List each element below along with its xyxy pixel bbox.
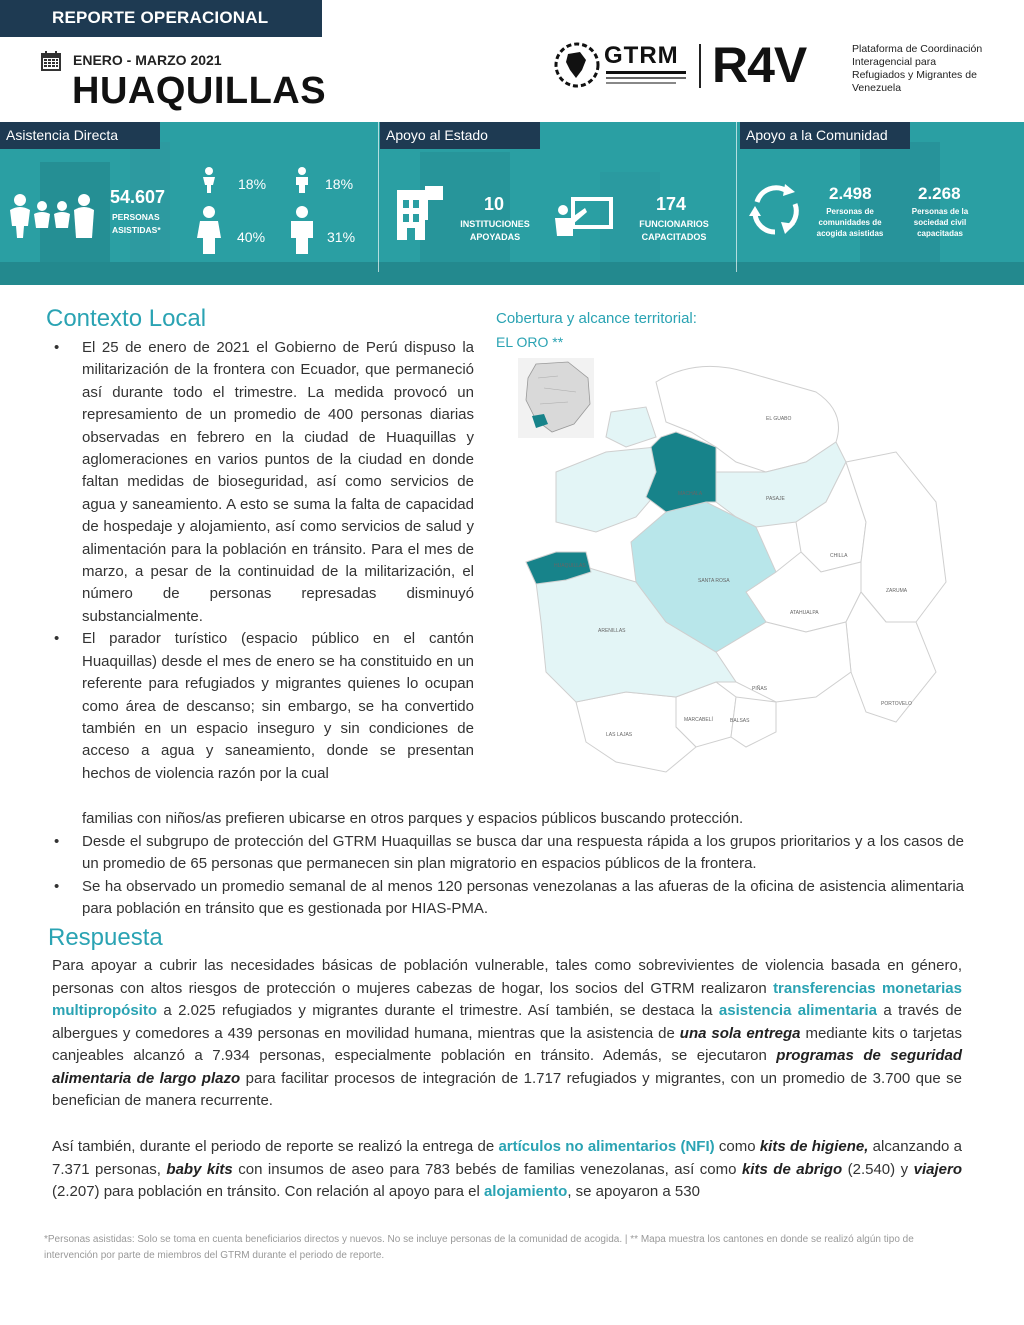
- map-label-santa-rosa: SANTA ROSA: [698, 578, 730, 584]
- r4v-logo: [712, 37, 847, 93]
- respuesta-paragraph-2: [52, 1136, 962, 1204]
- text-run: alcanzando a 7.371 personas,: [52, 1138, 963, 1178]
- report-tag: REPORTE OPERACIONAL: [0, 0, 322, 37]
- map-region-coast-islands: [606, 407, 656, 447]
- acogida-caption: Personas de comunidades de acogida asistidas: [816, 207, 884, 238]
- sociedad-caption: Personas de la sociedad civil capacitadas: [911, 207, 969, 238]
- calendar-icon: [40, 50, 62, 72]
- emphasis-kits-abrigo: kits de abrigo: [741, 1160, 843, 1178]
- ecuador-inset-map: [518, 358, 594, 438]
- text-run: (2.207) para población en tránsito. Con relación al apoyo para el: [52, 1183, 484, 1200]
- map-label-balsas: BALSAS: [730, 718, 750, 724]
- section-label-asistencia-directa: Asistencia Directa: [0, 122, 160, 149]
- map-label-pinas: PIÑAS: [752, 686, 768, 692]
- map-label-marcabeli: MARCABELÍ: [684, 717, 713, 723]
- institution-icon: [393, 184, 445, 240]
- emphasis-kits-higiene: kits de higiene,: [759, 1138, 869, 1155]
- section-label-apoyo-comunidad: Apoyo a la Comunidad: [740, 122, 910, 149]
- report-period: ENERO - MARZO 2021: [73, 52, 222, 68]
- globe-icon: [552, 40, 602, 90]
- map-title: Cobertura y alcance territorial:: [496, 310, 697, 327]
- map-label-arenillas: ARENILLAS: [598, 628, 626, 634]
- map-label-huaquillas: HUAQUILLAS: [554, 563, 586, 569]
- emphasis-baby-kits: baby kits: [166, 1160, 233, 1178]
- r4v-wordmark: R4V: [712, 37, 807, 93]
- map-label-portovelo: PORTOVELO: [881, 701, 912, 707]
- funcionarios-value: 174: [656, 194, 687, 214]
- city-title: HUAQUILLAS: [72, 70, 327, 112]
- personas-asistidas-caption: PERSONAS ASISTIDAS*: [112, 212, 161, 235]
- map-label-atahualpa: ATAHUALPA: [790, 610, 819, 616]
- text-run: con insumos de aseo para 783 bebés de familias venezolanas, así como: [232, 1160, 742, 1178]
- map-label-las-lajas: LAS LAJAS: [606, 732, 633, 738]
- funcionarios-caption: FUNCIONARIOS CAPACITADOS: [639, 219, 709, 242]
- map-label-pasaje: PASAJE: [766, 496, 785, 502]
- contexto-bullets-wide: [46, 831, 964, 921]
- text-run: Así también, durante el periodo de reporte se realizó la entrega de: [52, 1138, 499, 1155]
- map-label-el-guabo: EL GUABO: [766, 416, 792, 422]
- map-subtitle: EL ORO **: [496, 334, 564, 350]
- pct-women: 40%: [237, 229, 266, 245]
- text-run: mediante kits o tarjetas canjeables alcanzó a 7.934 personas, especialmente población en tránsito. Además, se ejecutaron: [52, 1024, 963, 1064]
- indicators-banner: [0, 122, 1024, 285]
- instituciones-value: 10: [484, 194, 505, 214]
- highlight-nfi: artículos no alimentarios (NFI): [498, 1138, 715, 1155]
- acogida-value: 2.498: [829, 184, 872, 203]
- map-label-zaruma: ZARUMA: [886, 588, 908, 594]
- list-item: • El 25 de enero de 2021 el Gobierno de Perú dispuso la militarización de la frontera con Ecuador, que permaneció así durante todo el trimestre. La medida provocó un represamiento de un promedio de 400 personas diarias observadas en febrero en la ciudad de Huaquillas y aglomeraciones en varios puntos de la ciudad en donde faltan medidas de bioseguridad, así como servicios de agua y saneamiento. A esto se suma la falta de capacidad de hospedaje y alojamiento, así como servicios de salud y alimentación para la población en tránsito. Para el mes de marzo, a pesar de la continuidad de la militarización, el número de personas represadas disminuyó substancialmente.: [46, 337, 474, 628]
- r4v-description: Plataforma de Coordinación Interagencial para Refugiados y Migrantes de Venezuela: [852, 43, 983, 94]
- emphasis-programas: programas de seguridad alimentaria de largo plazo: [52, 1047, 962, 1087]
- pct-girls: 18%: [238, 176, 267, 192]
- personas-asistidas-value: 54.607: [110, 187, 166, 207]
- text-run: para facilitar procesos de integración de 1.717 refugiados y migrantes, con un promedio de 3.700 que se benefician de manera recurrente.: [52, 1069, 963, 1109]
- training-icon: [553, 196, 615, 236]
- highlight-transferencias: transferencias monetarias multipropósito: [52, 979, 962, 1019]
- text-run: , se apoyaron a 530: [567, 1183, 700, 1200]
- text-run: a través de albergues y comedores a 439 personas en movilidad humana, mientras que la asistencia de: [52, 1002, 962, 1042]
- emphasis-viajero: viajero: [913, 1160, 963, 1178]
- highlight-asistencia-alimentaria: asistencia alimentaria: [718, 1002, 878, 1019]
- sociedad-value: 2.268: [918, 184, 961, 203]
- pct-boys: 18%: [325, 176, 354, 192]
- contexto-continuation: familias con niños/as prefieren ubicarse en otros parques y espacios públicos buscando protección.: [82, 810, 744, 827]
- respuesta-paragraph-1: [52, 955, 962, 1113]
- text-run: como: [714, 1138, 760, 1155]
- family-icon: [8, 192, 98, 240]
- logo-separator: [699, 44, 701, 88]
- list-item: • El parador turístico (espacio público en el cantón Huaquillas) desde el mes de enero se ha constituido en un referente para refugiados y migrantes quienes lo ocupan como área de descanso; sin embargo, se ha convertido también en un espacio inseguro y sin condiciones de acceso a agua y saneamiento, donde se presentan hechos de violencia razón por la cual: [46, 628, 474, 785]
- emphasis-una-sola-entrega: una sola entrega: [679, 1024, 801, 1042]
- respuesta-title: Respuesta: [48, 924, 163, 951]
- contexto-title: Contexto Local: [46, 305, 207, 332]
- gtrm-logo: [552, 40, 692, 90]
- text-run: Para apoyar a cubrir las necesidades básicas de población vulnerable, tales como sobrevivientes de violencia basada en género, personas con altos riesgos de protección o mujeres cabezas de hogar, los socios del GTRM realizaron: [52, 957, 962, 997]
- boy-icon: [293, 167, 311, 193]
- gtrm-wordmark: GTRM: [604, 42, 679, 69]
- section-label-apoyo-estado: Apoyo al Estado: [380, 122, 540, 149]
- instituciones-caption: INSTITUCIONES APOYADAS: [460, 219, 530, 242]
- highlight-alojamiento: alojamiento: [483, 1183, 568, 1200]
- contexto-bullets-narrow: [46, 337, 474, 785]
- list-item: • Se ha observado un promedio semanal de al menos 120 personas venezolanas a las afueras de la oficina de asistencia alimentaria para población en tránsito que es gestionada por HIAS-PMA.: [46, 876, 964, 921]
- text-run: (2.540) y: [842, 1160, 914, 1178]
- girl-icon: [200, 167, 218, 193]
- map-label-machala: MACHALA: [678, 491, 703, 497]
- woman-icon: [196, 206, 222, 254]
- map-label-chilla: CHILLA: [830, 553, 848, 559]
- banner-divider: [378, 122, 379, 272]
- man-icon: [288, 206, 316, 254]
- pct-men: 31%: [327, 229, 356, 245]
- banner-divider: [736, 122, 737, 272]
- cycle-arrows-icon: [747, 182, 803, 238]
- list-item: • Desde el subgrupo de protección del GTRM Huaquillas se busca dar una respuesta rápida a los grupos prioritarios y a los casos de un promedio de 65 personas que permanecen sin plan migratorio en espacios públicos de la frontera.: [46, 831, 964, 876]
- map-region-machala: [646, 432, 716, 512]
- footnote: *Personas asistidas: Solo se toma en cuenta beneficiarios directos y nuevos. No se incluye personas de la comunidad de acogida. | ** Mapa muestra los cantones en donde se realizó algún tipo de intervención por parte de miembros del GTRM durante el periodo de reporte.: [44, 1234, 914, 1261]
- text-run: a 2.025 refugiados y migrantes durante el trimestre. Así también, se destaca la: [157, 1002, 719, 1019]
